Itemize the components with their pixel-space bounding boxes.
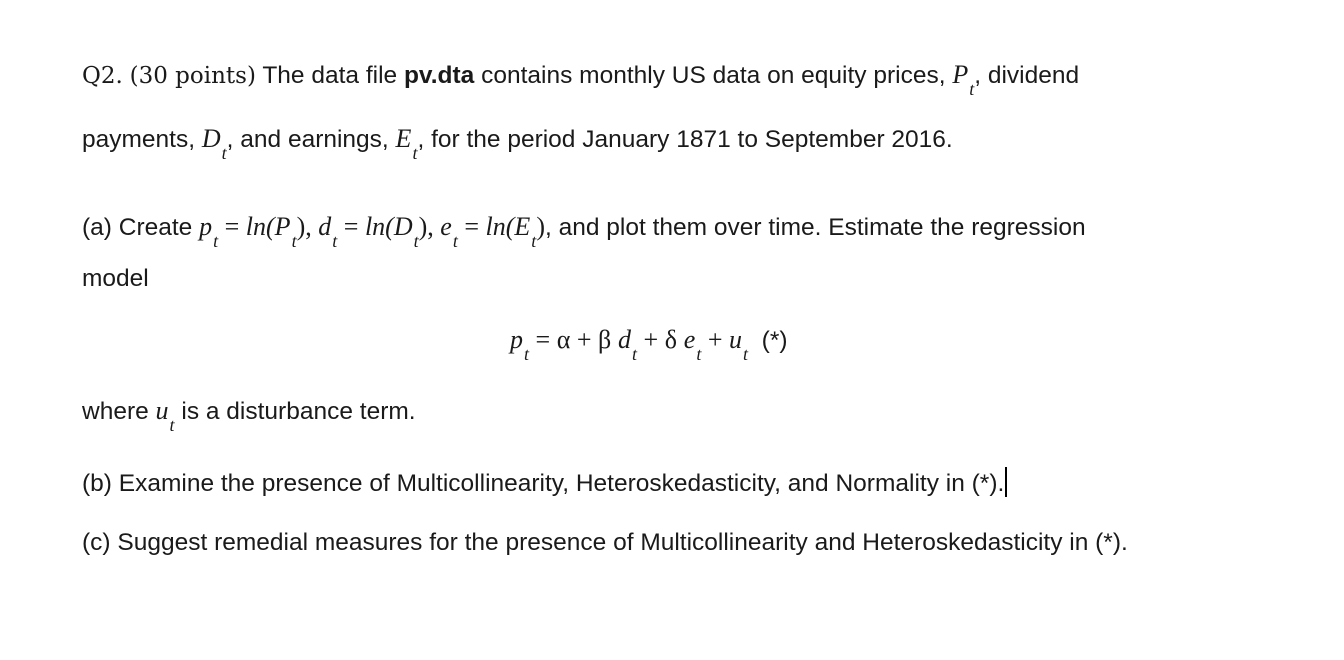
eq-p-subscript: t bbox=[524, 344, 530, 364]
eq-d: d bbox=[618, 325, 632, 354]
eq-e-subscript: t bbox=[696, 344, 702, 364]
eq-beta: β bbox=[597, 325, 612, 354]
var-P: P bbox=[952, 60, 969, 89]
and-earnings-text: , and earnings, bbox=[226, 126, 389, 153]
payments-text: payments, bbox=[82, 126, 196, 153]
var-p: p bbox=[199, 212, 213, 241]
where-u: u bbox=[155, 396, 169, 425]
question-label: Q2. bbox=[82, 63, 123, 89]
question-line-2 bbox=[82, 124, 953, 163]
equals-2: = bbox=[337, 212, 365, 241]
regression-equation bbox=[510, 325, 788, 364]
comma-dividend: , dividend bbox=[974, 62, 1080, 89]
eq-p: p bbox=[510, 325, 523, 354]
eq-label: (*) bbox=[761, 327, 788, 354]
close-1: ), bbox=[296, 212, 319, 241]
eq-plus-2: + bbox=[637, 325, 665, 354]
eq-plus-3: + bbox=[701, 325, 730, 354]
var-e-subscript: t bbox=[452, 231, 458, 251]
var-d: d bbox=[318, 212, 332, 241]
var-d-subscript: t bbox=[332, 231, 338, 251]
var-D: D bbox=[201, 124, 221, 153]
part-b-line bbox=[82, 467, 1007, 499]
part-a-label: (a) Create bbox=[82, 214, 193, 241]
part-c-text: (c) Suggest remedial measures for the presence of Multicollinearity and Heteroskedasticity in (*). bbox=[82, 529, 1128, 556]
eq-e: e bbox=[683, 325, 696, 354]
var-e: e bbox=[440, 212, 452, 241]
model-text: model bbox=[82, 265, 149, 292]
ln-P: ln(P bbox=[245, 212, 291, 241]
ln-P-subscript: t bbox=[291, 231, 297, 251]
part-b-text: (b) Examine the presence of Multicollinearity, Heteroskedasticity, and Normality in (*). bbox=[82, 470, 1005, 497]
eq-alpha: α bbox=[556, 325, 571, 354]
part-c-line bbox=[82, 528, 1128, 558]
var-P-subscript: t bbox=[969, 79, 975, 99]
where-u-subscript: t bbox=[169, 415, 175, 435]
ln-D: ln(D bbox=[364, 212, 413, 241]
period-text: , for the period January 1871 to September 2016. bbox=[417, 126, 953, 153]
equals-3: = bbox=[457, 212, 486, 241]
where-line bbox=[82, 396, 416, 435]
intro-text-2: contains monthly US data on equity prices, bbox=[481, 62, 946, 89]
eq-u-subscript: t bbox=[743, 344, 749, 364]
filename: pv.dta bbox=[403, 62, 475, 89]
eq-delta: δ bbox=[664, 325, 677, 354]
equals-1: = bbox=[218, 212, 246, 241]
part-a-tail: , and plot them over time. Estimate the regression bbox=[544, 214, 1086, 241]
close-3: ) bbox=[536, 212, 545, 241]
where-text: where bbox=[82, 398, 149, 425]
question-line-1 bbox=[82, 60, 1080, 99]
var-p-subscript: t bbox=[213, 231, 219, 251]
intro-text-1: The data file bbox=[262, 62, 398, 89]
var-E: E bbox=[395, 124, 412, 153]
question-points: (30 points) bbox=[129, 63, 256, 89]
part-a-line-1 bbox=[82, 212, 1086, 251]
var-D-subscript: t bbox=[221, 143, 227, 163]
close-2: ), bbox=[418, 212, 441, 241]
ln-D-subscript: t bbox=[413, 231, 419, 251]
eq-plus-1: + bbox=[570, 325, 598, 354]
var-E-subscript: t bbox=[412, 143, 418, 163]
where-after: is a disturbance term. bbox=[181, 398, 416, 425]
eq-d-subscript: t bbox=[632, 344, 638, 364]
eq-equals: = bbox=[529, 325, 557, 354]
text-cursor bbox=[1005, 467, 1007, 497]
eq-u: u bbox=[729, 325, 743, 354]
ln-E: ln(E bbox=[485, 212, 531, 241]
ln-E-subscript: t bbox=[531, 231, 537, 251]
part-a-line-2 bbox=[82, 264, 149, 294]
